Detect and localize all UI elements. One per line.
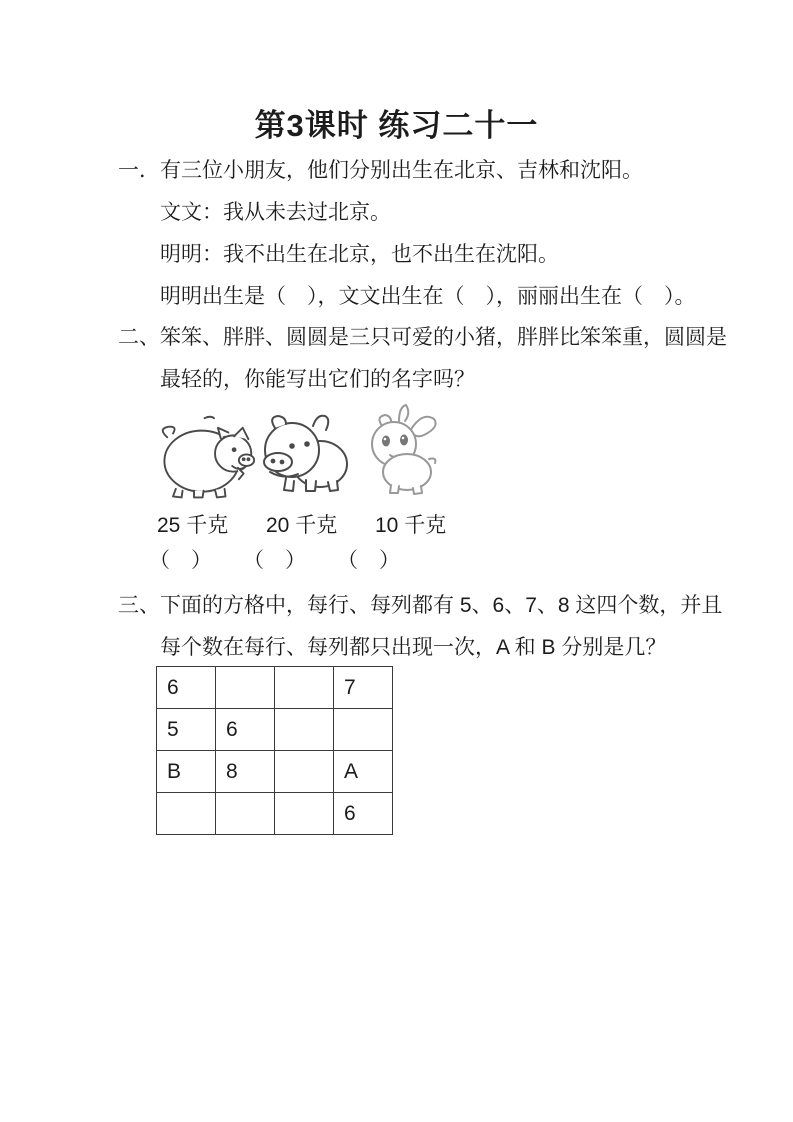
grid-cell: A <box>334 751 393 793</box>
answer-blank-3: （ ） <box>337 549 400 572</box>
grid-row <box>157 709 393 751</box>
page-title: 第3课时 练习二十一 <box>254 108 539 143</box>
grid-cell: 5 <box>157 709 216 751</box>
grid-cell <box>216 793 275 835</box>
answer-blank-2: （ ） <box>243 549 306 572</box>
grid-cell: 6 <box>334 793 393 835</box>
q3-text-line2: 每个数在每行、每列都只出现一次，A 和 B 分别是几？ <box>160 636 667 659</box>
q1-intro-line <box>118 158 643 184</box>
q1-mingming-line: 明明：我不出生在北京，也不出生在沈阳。 <box>160 243 559 266</box>
grid-row <box>157 667 393 709</box>
q2-text-line2: 最轻的，你能写出它们的名字吗？ <box>160 368 475 391</box>
q2-intro-line <box>118 325 727 351</box>
grid-cell: 6 <box>157 667 216 709</box>
grid-cell <box>275 793 334 835</box>
weight-label-1: 25 千克 <box>157 514 229 537</box>
grid-row <box>157 751 393 793</box>
grid-cell: 6 <box>216 709 275 751</box>
q1-wenwen-line: 文文：我从未去过北京。 <box>160 201 391 224</box>
grid-row <box>157 793 393 835</box>
weight-label-2: 20 千克 <box>266 514 338 537</box>
grid-cell: B <box>157 751 216 793</box>
q1-marker: 一． <box>118 159 160 182</box>
grid-cell <box>275 667 334 709</box>
small-pig-big-ears-icon <box>365 403 443 495</box>
answer-blank-1: （ ） <box>149 549 212 572</box>
round-pig-front-icon <box>258 412 353 497</box>
grid-cell <box>216 667 275 709</box>
q3-marker: 三、 <box>118 594 160 617</box>
grid-cell <box>275 709 334 751</box>
q2-marker: 二、 <box>118 326 160 349</box>
q3-text-line1: 下面的方格中，每行、每列都有 5、6、7、8 这四个数，并且 <box>160 594 723 617</box>
fat-pig-side-icon <box>152 408 257 500</box>
grid-cell: 8 <box>216 751 275 793</box>
q3-intro-line <box>118 593 722 619</box>
q2-text-line1: 笨笨、胖胖、圆圆是三只可爱的小猪，胖胖比笨笨重，圆圆是 <box>160 326 727 349</box>
q1-answer-line: 明明出生是（ ），文文出生在（ ），丽丽出生在（ ）。 <box>160 285 696 308</box>
grid-cell: 7 <box>334 667 393 709</box>
number-grid <box>156 666 393 835</box>
grid-cell <box>157 793 216 835</box>
weight-label-3: 10 千克 <box>375 514 447 537</box>
grid-cell <box>275 751 334 793</box>
grid-cell <box>334 709 393 751</box>
q1-intro-text: 有三位小朋友，他们分别出生在北京、吉林和沈阳。 <box>160 159 643 182</box>
